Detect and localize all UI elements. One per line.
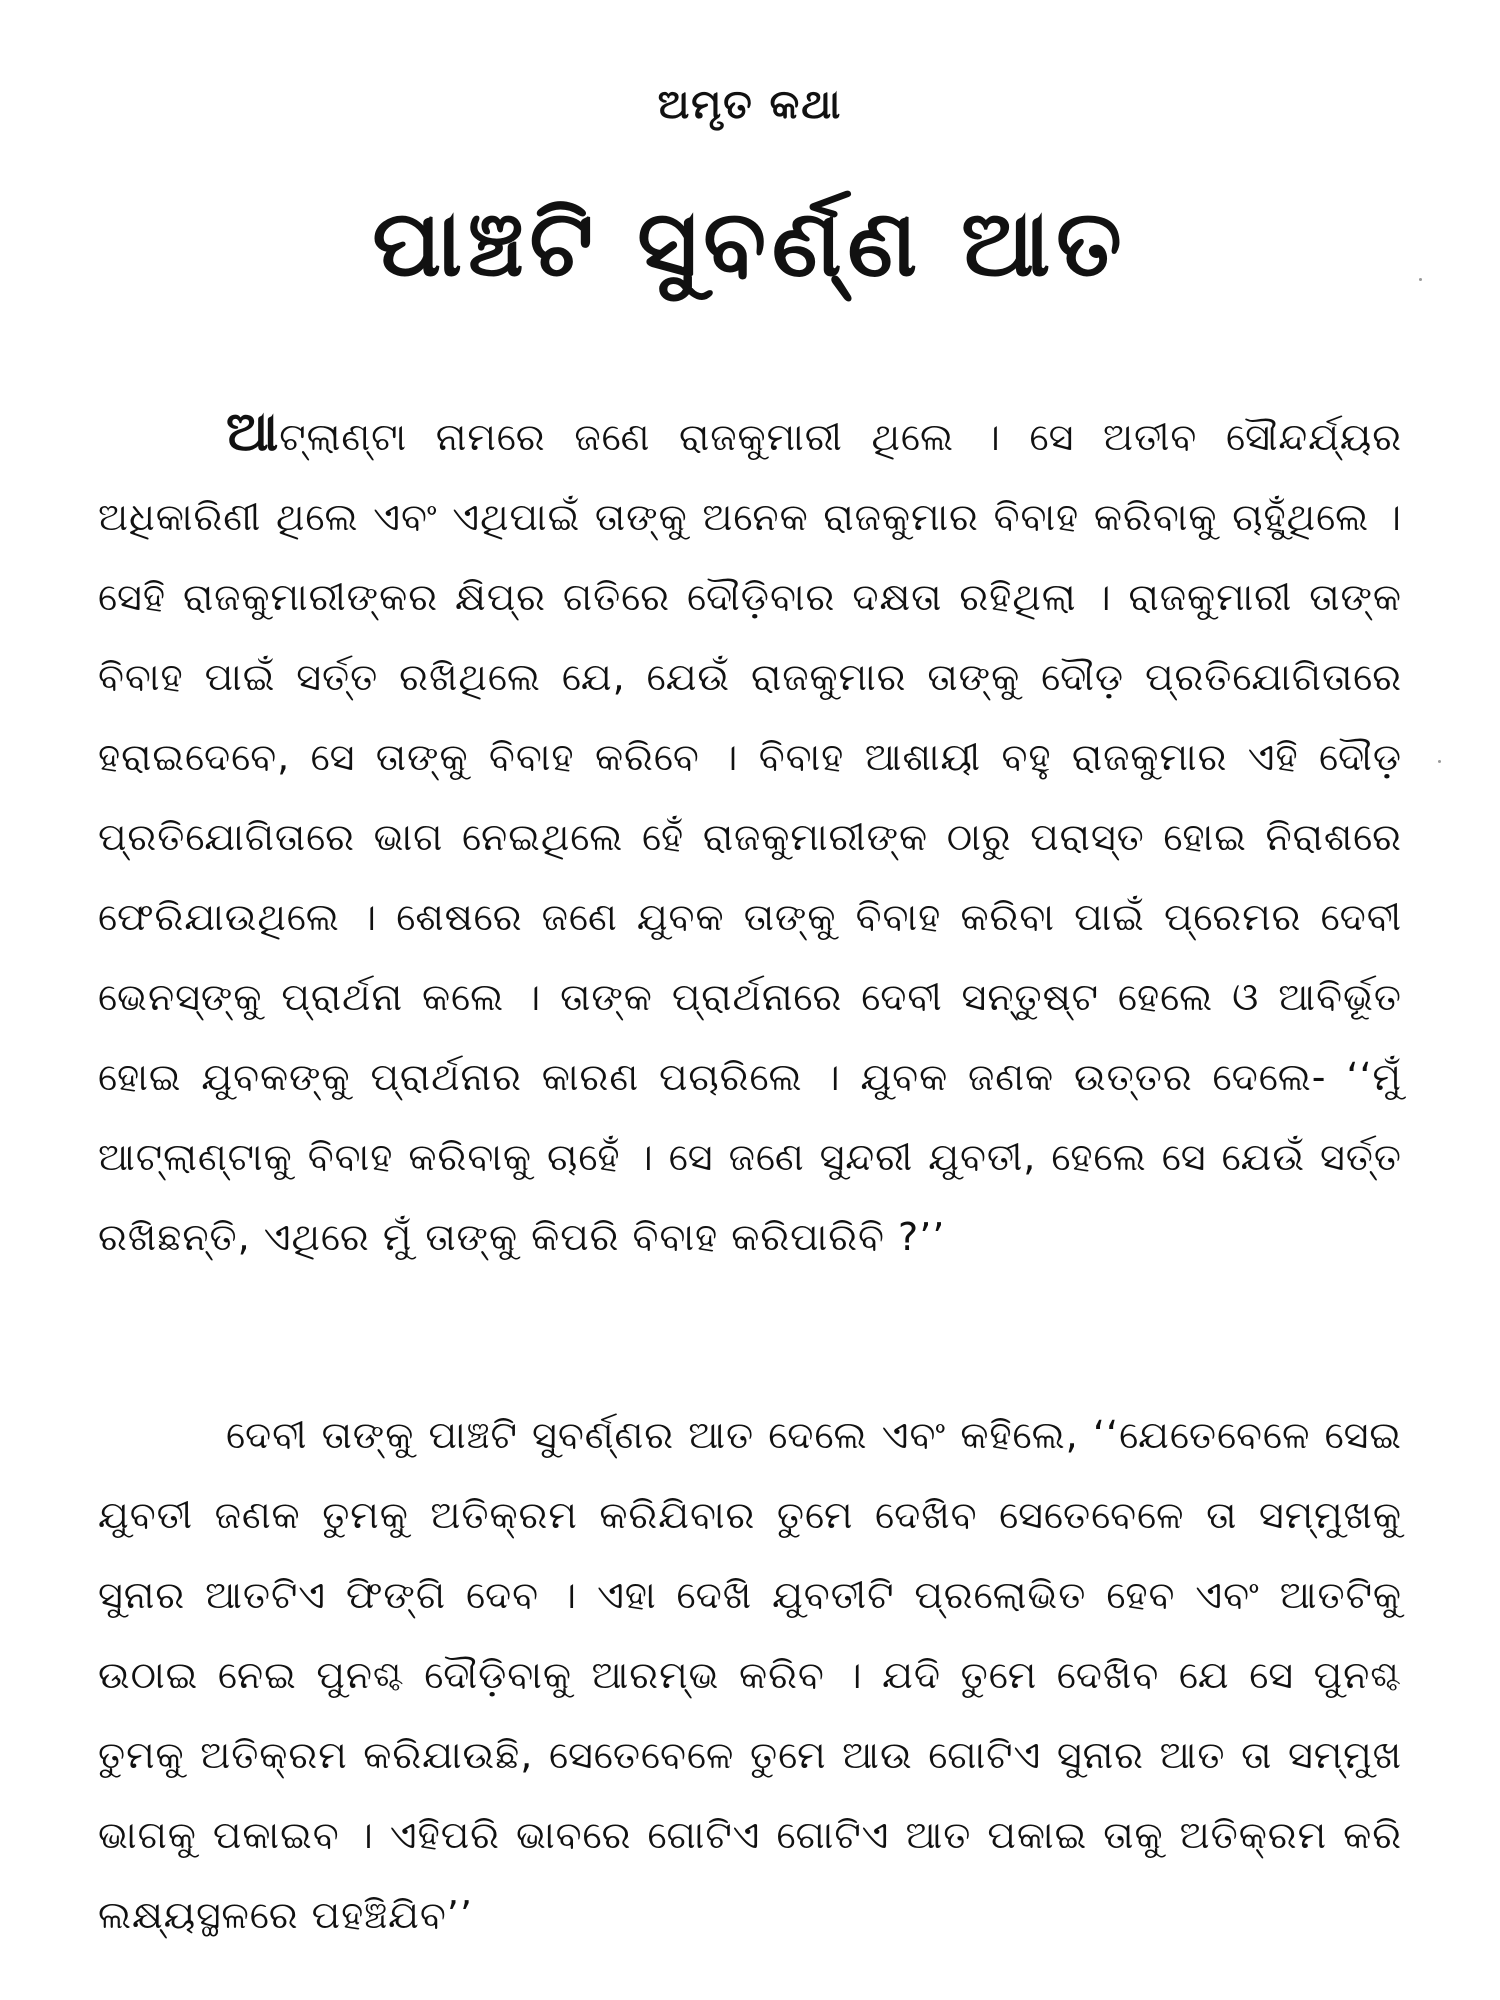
paragraph-dropcap: ଆ (226, 400, 280, 463)
story-title: ପାଞ୍ଚଟି ସୁବର୍ଣ୍ଣ ଆତ (372, 190, 1128, 297)
paragraph-2-text: ଦେବୀ ତାଙ୍କୁ ପାଞ୍ଚଟି ସୁବର୍ଣ୍ଣର ଆତ ଦେଲେ ଏବଂ କହିଲେ, ‘‘ଯେତେବେଳେ ସେଇ ଯୁବତୀ ଜଣକ ତୁମକୁ ଅତିକ୍ରମ କରିଯିବାର ତୁମେ ଦେଖିବ ସେତେବେଳେ ତା ସମ୍ମୁଖକୁ ସୁନାର ଆତଟିଏ ଫିଙ୍ଗି ଦେବ । ଏହା ଦେଖି ଯୁବତୀଟି ପ୍ରଲୋଭିତ ହେବ ଏବଂ ଆତଟିକୁ ଉଠାଇ ନେଇ ପୁନଶ୍ଚ ଦୌଡ଼ିବାକୁ ଆରମ୍ଭ କରିବ । ଯଦି ତୁମେ ଦେଖିବ ଯେ ସେ ପୁନଶ୍ଚ ତୁମକୁ ଅତିକ୍ରମ କରିଯାଉଛି, ସେତେବେଳେ ତୁମେ ଆଉ ଗୋଟିଏ ସୁନାର ଆତ ତା ସମ୍ମୁଖ ଭାଗକୁ ପକାଇବ । ଏହିପରି ଭାବରେ ଗୋଟିଏ ଗୋଟିଏ ଆତ ପକାଇ ତାକୁ ଅତିକ୍ରମ କରି ଲକ୍ଷ୍ୟସ୍ଥଳରେ ପହଞ୍ଚିଯିବ’’ (98, 1413, 1402, 1937)
paragraph-1-text: ଟ୍‌ଲାଣ୍ଟା ନାମରେ ଜଣେ ରାଜକୁମାରୀ ଥିଲେ । ସେ ଅତୀବ ସୌନ୍ଦର୍ଯ୍ୟର ଅଧିକାରିଣୀ ଥିଲେ ଏବଂ ଏଥିପାଇଁ ତାଙ୍କୁ ଅନେକ ରାଜକୁମାର ବିବାହ କରିବାକୁ ଚାହୁଁଥିଲେ । ସେହି ରାଜକୁମାରୀଙ୍କର କ୍ଷିପ୍ର ଗତିରେ ଦୌଡ଼ିବାର ଦକ୍ଷତା ରହିଥିଲା । ରାଜକୁମାରୀ ତାଙ୍କ ବିବାହ ପାଇଁ ସର୍ତ୍ତ ରଖିଥିଲେ ଯେ, ଯେଉଁ ରାଜକୁମାର ତାଙ୍କୁ ଦୌଡ଼ ପ୍ରତିଯୋଗିତାରେ ହରାଇଦେବେ, ସେ ତାଙ୍କୁ ବିବାହ କରିବେ । ବିବାହ ଆଶାୟୀ ବହୁ ରାଜକୁମାର ଏହି ଦୌଡ଼ ପ୍ରତିଯୋଗିତାରେ ଭାଗ ନେଇଥିଲେ ହେଁ ରାଜକୁମାରୀଙ୍କ ଠାରୁ ପରାସ୍ତ ହୋଇ ନିରାଶରେ ଫେରିଯାଉଥିଲେ । ଶେଷରେ ଜଣେ ଯୁବକ ତାଙ୍କୁ ବିବାହ କରିବା ପାଇଁ ପ୍ରେମର ଦେବୀ ଭେନସ୍‌ଙ୍କୁ ପ୍ରାର୍ଥନା କଲେ । ତାଙ୍କ ପ୍ରାର୍ଥନାରେ ଦେବୀ ସନ୍ତୁଷ୍ଟ ହେଲେ ଓ ଆବିର୍ଭୂତ ହୋଇ ଯୁବକଙ୍କୁ ପ୍ରାର୍ଥନାର କାରଣ ପଚାରିଲେ । ଯୁବକ ଜଣକ ଉତ୍ତର ଦେଲେ- ‘‘ମୁଁ ଆଟ୍‌ଲାଣ୍ଟାକୁ ବିବାହ କରିବାକୁ ଚାହେଁ । ସେ ଜଣେ ସୁନ୍ଦରୀ ଯୁବତୀ, ହେଲେ ସେ ଯେଉଁ ସର୍ତ୍ତ ରଖିଛନ୍ତି, ଏଥିରେ ମୁଁ ତାଙ୍କୁ କିପରି ବିବାହ କରିପାରିବି ?’’ (98, 415, 1402, 1259)
paragraph-1 (98, 392, 1402, 1277)
series-title: ଅମୃତ କଥା (657, 82, 843, 128)
paragraph-2 (98, 1395, 1402, 1955)
scan-speck (1438, 760, 1441, 763)
scan-speck (1419, 278, 1422, 281)
